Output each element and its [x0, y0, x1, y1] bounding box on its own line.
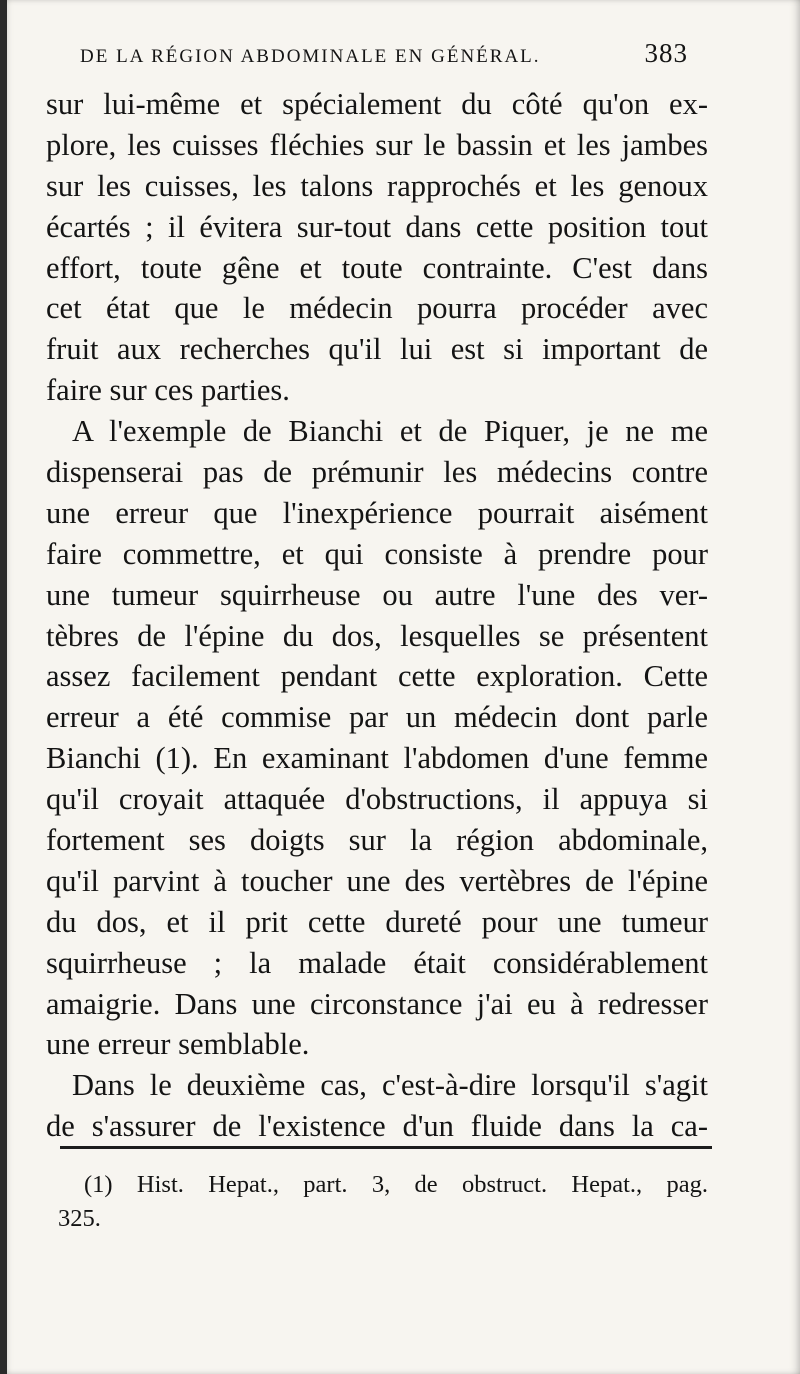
text-line: faire commettre, et qui consiste à prendre pour	[46, 536, 708, 571]
text-line: sur lui-même et spécialement du côté qu'on ex-	[46, 87, 708, 121]
text-line: cet état que le médecin pourra procéder avec	[46, 291, 708, 326]
page-gutter-shadow	[0, 0, 7, 1374]
running-head	[80, 38, 688, 78]
text-line: Bianchi (1). En examinant l'abdomen d'une femme	[46, 741, 708, 776]
text-line: qu'il parvint à toucher une des vertèbres de l'épine	[46, 863, 708, 898]
text-line: faire sur ces parties.	[46, 373, 290, 408]
footnote-line: 325.	[58, 1205, 101, 1232]
text-line: du dos, et il prit cette dureté pour une tumeur	[46, 904, 708, 939]
footnote-line: (1) Hist. Hepat., part. 3, de obstruct. Hepat., pag.	[84, 1171, 708, 1198]
text-line: tèbres de l'épine du dos, lesquelles se présentent	[46, 618, 708, 653]
text-line: A l'exemple de Bianchi et de Piquer, je ne me	[72, 414, 708, 449]
page-number: 383	[644, 38, 688, 68]
text-line: sur les cuisses, les talons rapprochés et les genoux	[46, 168, 708, 203]
text-line: une tumeur squirrheuse ou autre l'une des ver-	[46, 577, 708, 612]
text-line: une erreur que l'inexpérience pourrait aisément	[46, 495, 708, 530]
running-head-title: DE LA RÉGION ABDOMINALE EN GÉNÉRAL.	[80, 46, 541, 67]
footnote-rule	[60, 1146, 712, 1149]
text-line: dispenserai pas de prémunir les médecins contre	[46, 455, 708, 490]
text-line: effort, toute gêne et toute contrainte. C'est dans	[46, 250, 708, 285]
text-line: erreur a été commise par un médecin dont parle	[46, 700, 708, 735]
text-line: de s'assurer de l'existence d'un fluide dans la ca-	[46, 1109, 708, 1144]
text-line: plore, les cuisses fléchies sur le bassin et les jambes	[46, 127, 708, 162]
body-text	[46, 84, 708, 1147]
text-line: fortement ses doigts sur la région abdominale,	[46, 823, 708, 858]
text-line: qu'il croyait attaquée d'obstructions, il appuya si	[46, 782, 708, 817]
text-line: écartés ; il évitera sur-tout dans cette position tout	[46, 209, 708, 244]
text-line: fruit aux recherches qu'il lui est si important de	[46, 332, 708, 367]
text-line: une erreur semblable.	[46, 1027, 310, 1062]
text-line: squirrheuse ; la malade était considérablement	[46, 945, 708, 980]
text-line: amaigrie. Dans une circonstance j'ai eu à redresser	[46, 986, 708, 1021]
text-line: Dans le deuxième cas, c'est-à-dire lorsqu'il s'agit	[72, 1068, 708, 1103]
text-line: assez facilement pendant cette exploration. Cette	[46, 659, 708, 694]
footnote	[58, 1168, 708, 1236]
